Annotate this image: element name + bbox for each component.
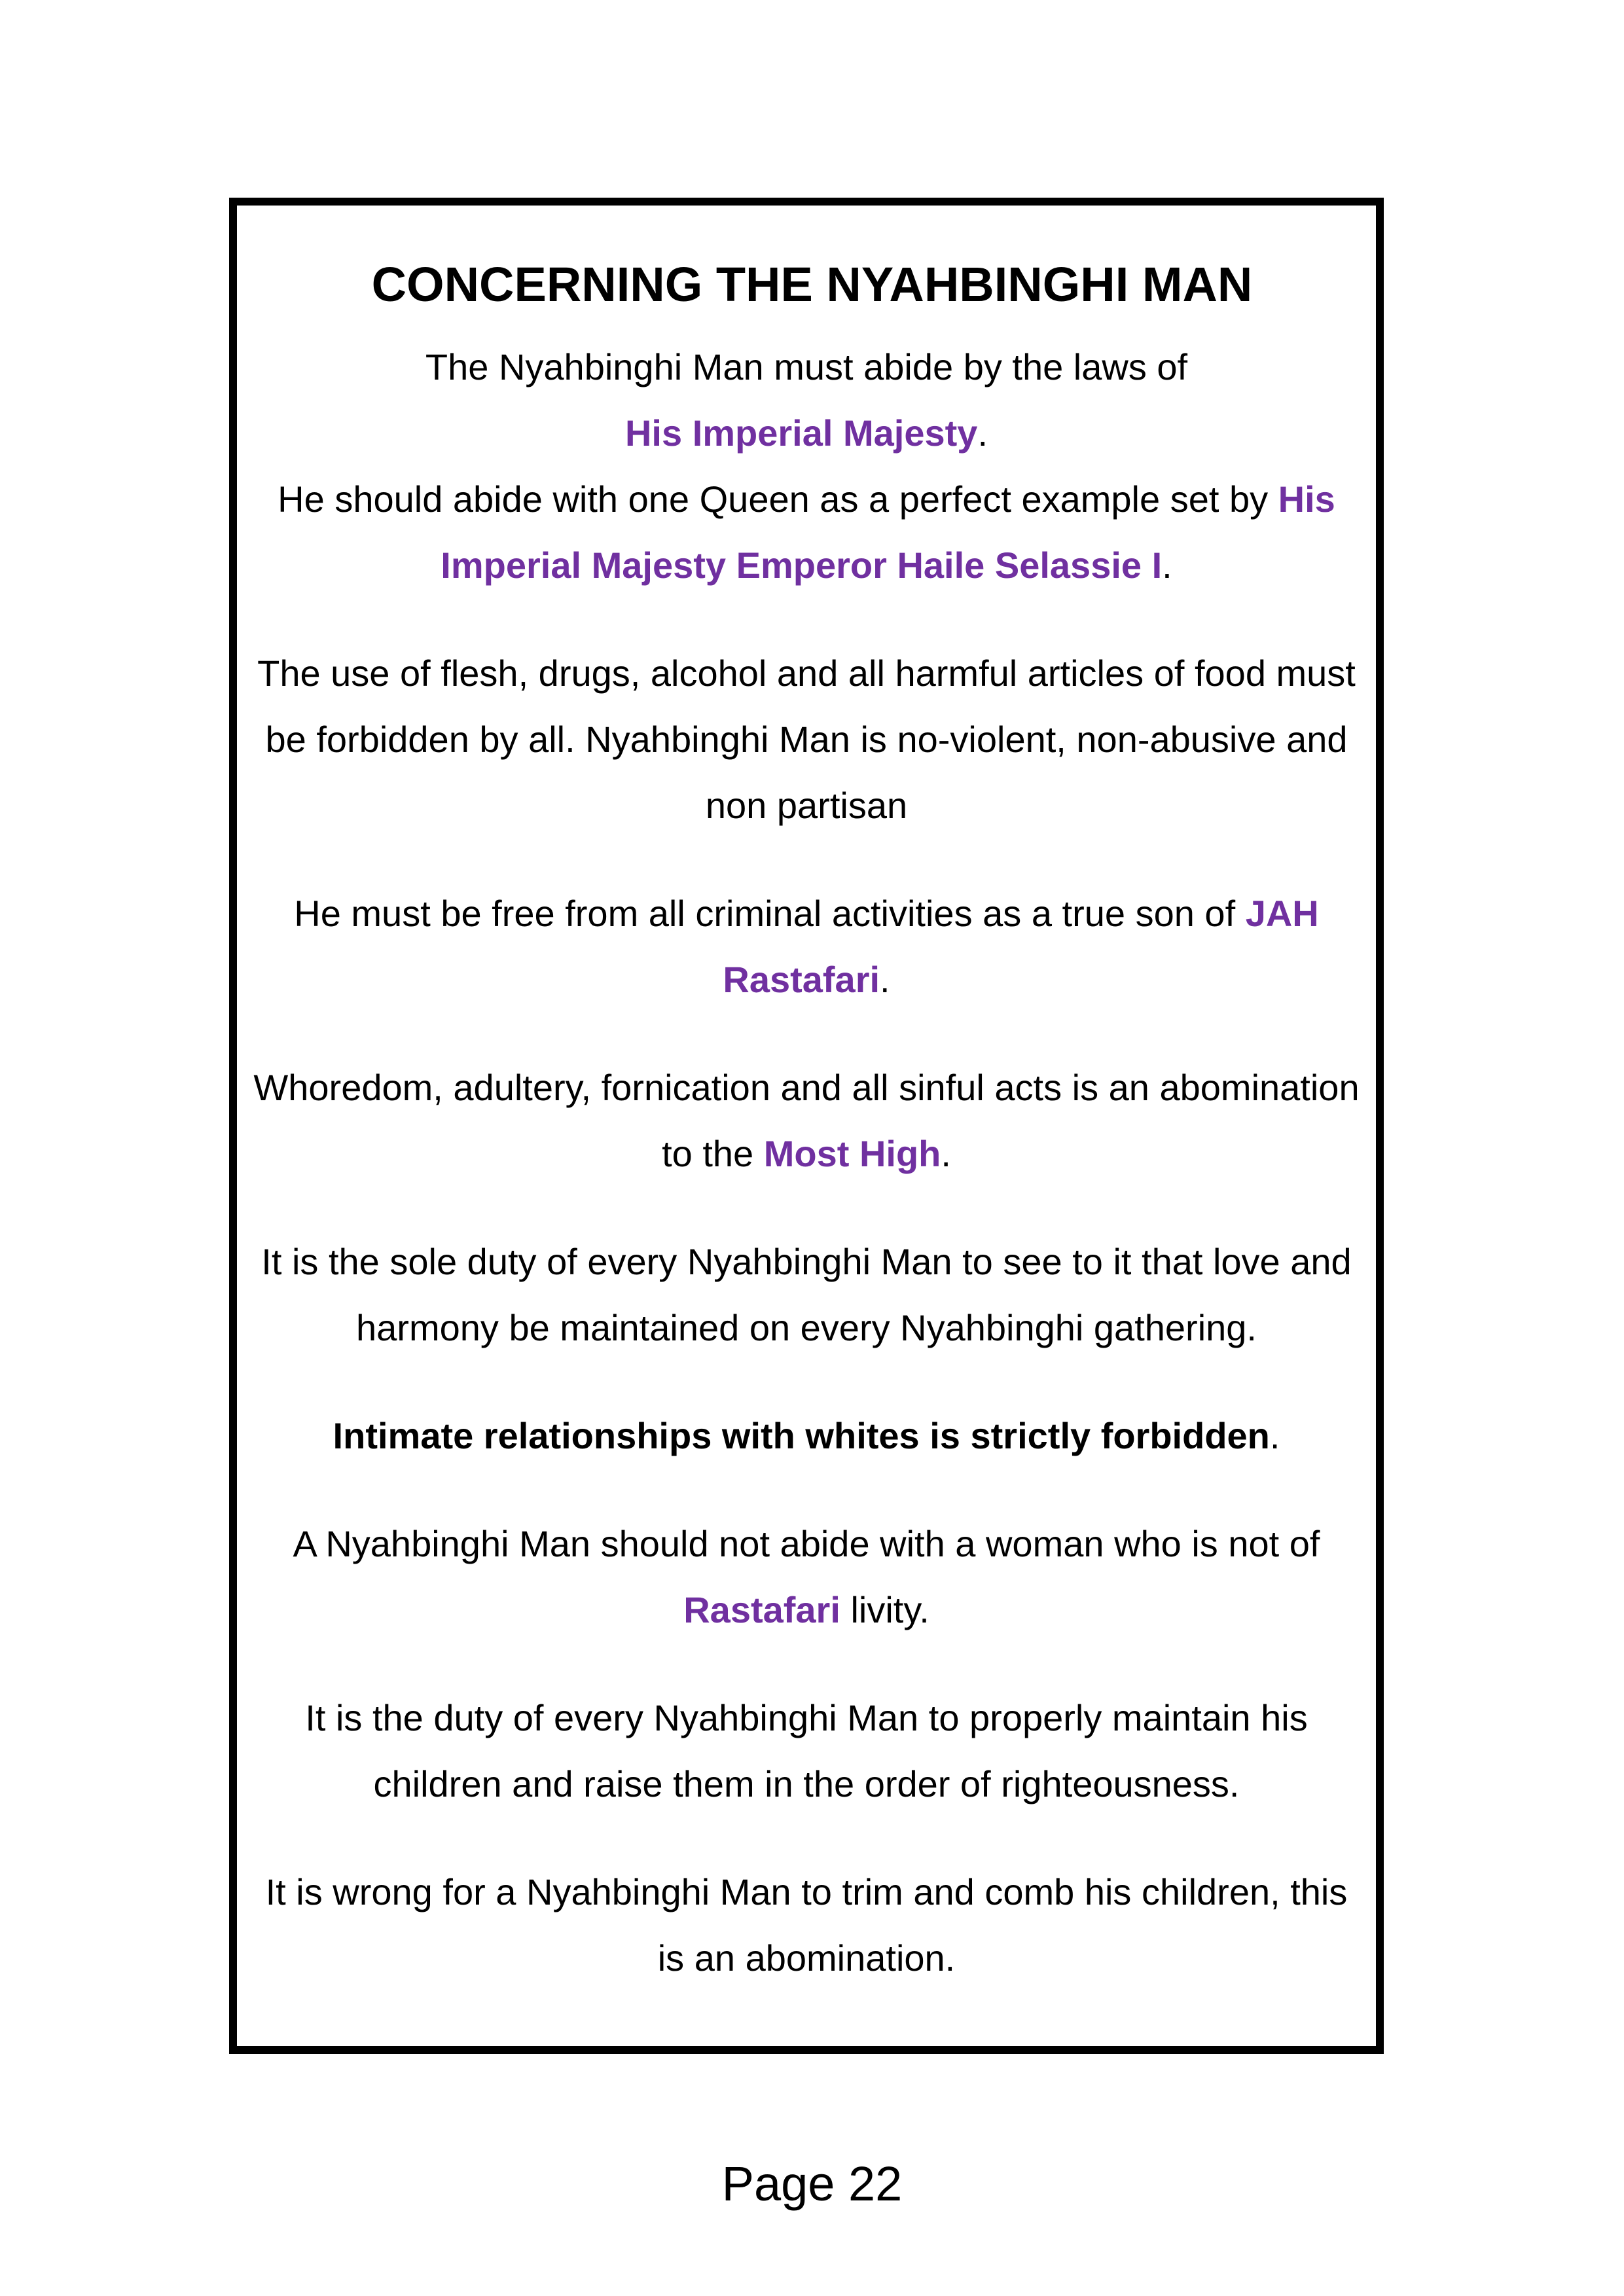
- paragraph-trim-comb: It is wrong for a Nyahbinghi Man to trim and comb his children, this is an abomination.: [265, 1871, 1348, 1979]
- paragraph-children: It is the duty of every Nyahbinghi Man to properly maintain his children and raise them in the order of righteousness.: [305, 1697, 1308, 1804]
- paragraph-criminal: He must be free from all criminal activities as a true son of JAH Rastafari.: [294, 893, 1319, 1000]
- highlight-most-high: Most High: [763, 1133, 941, 1174]
- highlight-rastafari: Rastafari: [683, 1589, 840, 1630]
- highlight-emperor: His Imperial Majesty Emperor Haile Selassie I: [441, 478, 1335, 586]
- paragraph-woman: A Nyahbinghi Man should not abide with a woman who is not of Rastafari livity.: [293, 1523, 1320, 1630]
- page-number: Page 22: [721, 2157, 903, 2211]
- paragraph-relationships: Intimate relationships with whites is strictly forbidden.: [333, 1415, 1280, 1456]
- paragraph-harmony: It is the sole duty of every Nyahbinghi Man to see to it that love and harmony be maintained on every Nyahbinghi gathering.: [261, 1241, 1352, 1348]
- page-title: CONCERNING THE NYAHBINGHI MAN: [371, 257, 1253, 312]
- paragraph-one-queen: He should abide with one Queen as a perfect example set by His Imperial Majesty Emperor Haile Selassie I.: [278, 478, 1335, 586]
- paragraph-whoredom: Whoredom, adultery, fornication and all sinful acts is an abomination to the Most High.: [253, 1067, 1360, 1174]
- rules-content: [249, 334, 1364, 1991]
- highlight-his-imperial-majesty: His Imperial Majesty: [624, 412, 978, 454]
- paragraph-flesh-drugs: The use of flesh, drugs, alcohol and all harmful articles of food must be forbidden by all. Nyahbinghi Man is no-violent, non-abusive and non partisan: [257, 653, 1356, 826]
- paragraph-laws: The Nyahbinghi Man must abide by the laws of His Imperial Majesty.: [425, 346, 1188, 454]
- highlight-jah-rastafari: JAH Rastafari: [723, 893, 1319, 1000]
